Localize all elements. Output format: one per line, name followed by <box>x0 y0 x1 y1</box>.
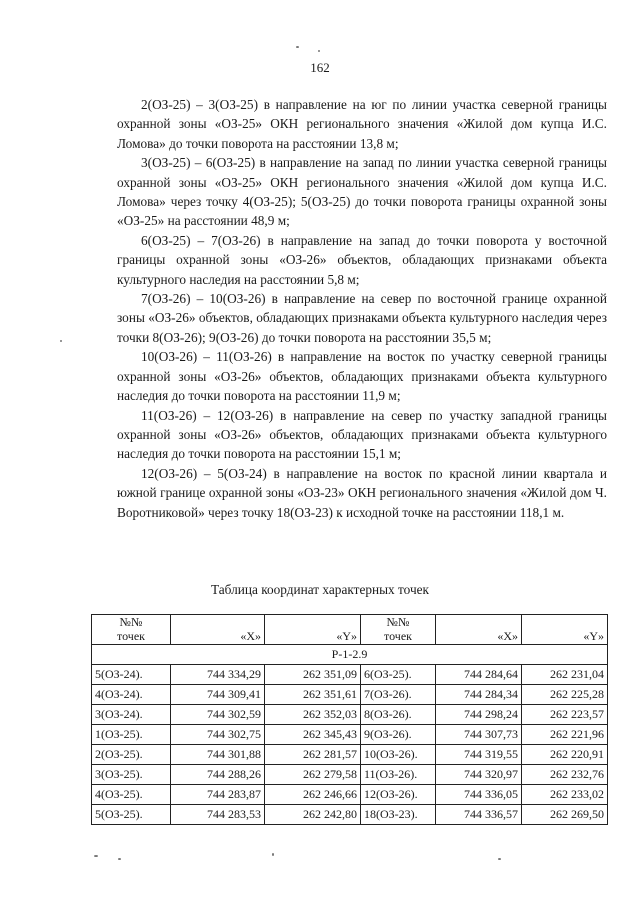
x-coordinate: 744 288,26 <box>171 765 265 785</box>
point-name: 10(ОЗ-26). <box>361 745 436 765</box>
table-header-row <box>92 615 608 645</box>
point-name: 4(ОЗ-24). <box>92 685 171 705</box>
paragraph: 3(ОЗ-25) – 6(ОЗ-25) в направление на запад по линии участка северной границы охранной зоны «ОЗ-25» ОКН регионального значения «Жилой дом купца И.С. Ломова» через точку 4(ОЗ-25); 5(ОЗ-25) до точки поворота границы охранной зоны «ОЗ-25» на расстоянии 48,9 м; <box>117 155 607 229</box>
header-point-number <box>361 615 436 645</box>
scan-speck <box>498 858 501 860</box>
coordinates-table <box>91 614 608 825</box>
table-row <box>92 805 608 825</box>
y-coordinate: 262 232,76 <box>522 765 608 785</box>
x-coordinate: 744 284,34 <box>436 685 522 705</box>
header-point-number <box>92 615 171 645</box>
table-caption: Таблица координат характерных точек <box>210 582 430 597</box>
y-coordinate: 262 221,96 <box>522 725 608 745</box>
scan-speck <box>272 853 274 856</box>
header-x: «X» <box>436 615 522 645</box>
y-coordinate: 262 225,28 <box>522 685 608 705</box>
header-no-top: №№ <box>386 615 410 629</box>
y-coordinate: 262 269,50 <box>522 805 608 825</box>
paragraph: 2(ОЗ-25) – 3(ОЗ-25) в направление на юг по линии участка северной границы охранной зоны «ОЗ-25» ОКН регионального значения «Жилой дом купца И.С. Ломова» до точки поворота на расстоянии 13,8 м; <box>117 97 607 151</box>
x-coordinate: 744 302,75 <box>171 725 265 745</box>
x-coordinate: 744 301,88 <box>171 745 265 765</box>
document-body <box>117 95 607 522</box>
paragraph: 7(ОЗ-26) – 10(ОЗ-26) в направление на север по восточной границе охранной зоны «ОЗ-26» объектов, обладающих признаками объекта культурного наследия через точки 8(ОЗ-26); 9(ОЗ-26) до точки поворота на расстоянии 35,5 м; <box>117 291 607 345</box>
point-name: 5(ОЗ-25). <box>92 805 171 825</box>
table-row <box>92 725 608 745</box>
group-label: Р-1-2.9 <box>92 645 608 665</box>
x-coordinate: 744 320,97 <box>436 765 522 785</box>
header-no-bottom: точек <box>384 629 412 643</box>
header-x: «X» <box>171 615 265 645</box>
paragraph: 10(ОЗ-26) – 11(ОЗ-26) в направление на восток по участку северной границы охранной зоны «ОЗ-26» объектов, обладающих признаками объекта культурного наследия до точки поворота на расстоянии 11,9 м; <box>117 349 607 404</box>
header-no-top: №№ <box>119 615 143 629</box>
x-coordinate: 744 309,41 <box>171 685 265 705</box>
header-no-bottom: точек <box>117 629 145 643</box>
x-coordinate: 744 283,53 <box>171 805 265 825</box>
point-name: 7(ОЗ-26). <box>361 685 436 705</box>
point-name: 8(ОЗ-26). <box>361 705 436 725</box>
scan-speck <box>318 50 320 52</box>
point-name: 18(ОЗ-23). <box>361 805 436 825</box>
table-row <box>92 745 608 765</box>
y-coordinate: 262 345,43 <box>265 725 361 745</box>
x-coordinate: 744 283,87 <box>171 785 265 805</box>
page-number: 162 <box>310 60 330 75</box>
table-group-row <box>92 645 608 665</box>
table-row <box>92 685 608 705</box>
x-coordinate: 744 307,73 <box>436 725 522 745</box>
point-name: 3(ОЗ-25). <box>92 765 171 785</box>
table-row <box>92 785 608 805</box>
point-name: 9(ОЗ-26). <box>361 725 436 745</box>
point-name: 5(ОЗ-24). <box>92 665 171 685</box>
scan-speck <box>60 340 62 342</box>
paragraph: 12(ОЗ-26) – 5(ОЗ-24) в направление на восток по красной линии квартала и южной границе охранной зоны «ОЗ-23» ОКН регионального значения «Жилой дом Ч. Воротниковой» через точку 18(ОЗ-23) к исходной точке на расстоянии 118,1 м. <box>117 465 607 520</box>
y-coordinate: 262 279,58 <box>265 765 361 785</box>
point-name: 4(ОЗ-25). <box>92 785 171 805</box>
y-coordinate: 262 351,61 <box>265 685 361 705</box>
paragraph: 11(ОЗ-26) – 12(ОЗ-26) в направление на север по участку западной границы охранной зоны «ОЗ-26» объектов, обладающих признаками объекта культурного наследия до точки поворота на расстоянии 15,1 м; <box>117 407 607 462</box>
table-row <box>92 765 608 785</box>
scan-speck <box>118 858 121 860</box>
y-coordinate: 262 233,02 <box>522 785 608 805</box>
x-coordinate: 744 336,57 <box>436 805 522 825</box>
point-name: 1(ОЗ-25). <box>92 725 171 745</box>
y-coordinate: 262 231,04 <box>522 665 608 685</box>
paragraph: 6(ОЗ-25) – 7(ОЗ-26) в направление на запад до точки поворота у восточной границы охранной зоны «ОЗ-26» объектов, обладающих признаками объекта культурного наследия на расстоянии 5,8 м; <box>117 232 607 287</box>
point-name: 12(ОЗ-26). <box>361 785 436 805</box>
point-name: 11(ОЗ-26). <box>361 765 436 785</box>
table-row <box>92 665 608 685</box>
scan-speck <box>94 855 98 857</box>
point-name: 6(ОЗ-25). <box>361 665 436 685</box>
y-coordinate: 262 281,57 <box>265 745 361 765</box>
header-y: «Y» <box>265 615 361 645</box>
y-coordinate: 262 351,09 <box>265 665 361 685</box>
header-y: «Y» <box>522 615 608 645</box>
x-coordinate: 744 298,24 <box>436 705 522 725</box>
scan-speck <box>296 46 299 48</box>
y-coordinate: 262 246,66 <box>265 785 361 805</box>
y-coordinate: 262 352,03 <box>265 705 361 725</box>
point-name: 2(ОЗ-25). <box>92 745 171 765</box>
point-name: 3(ОЗ-24). <box>92 705 171 725</box>
x-coordinate: 744 284,64 <box>436 665 522 685</box>
y-coordinate: 262 242,80 <box>265 805 361 825</box>
x-coordinate: 744 319,55 <box>436 745 522 765</box>
x-coordinate: 744 334,29 <box>171 665 265 685</box>
y-coordinate: 262 220,91 <box>522 745 608 765</box>
y-coordinate: 262 223,57 <box>522 705 608 725</box>
table-row <box>92 705 608 725</box>
x-coordinate: 744 302,59 <box>171 705 265 725</box>
x-coordinate: 744 336,05 <box>436 785 522 805</box>
